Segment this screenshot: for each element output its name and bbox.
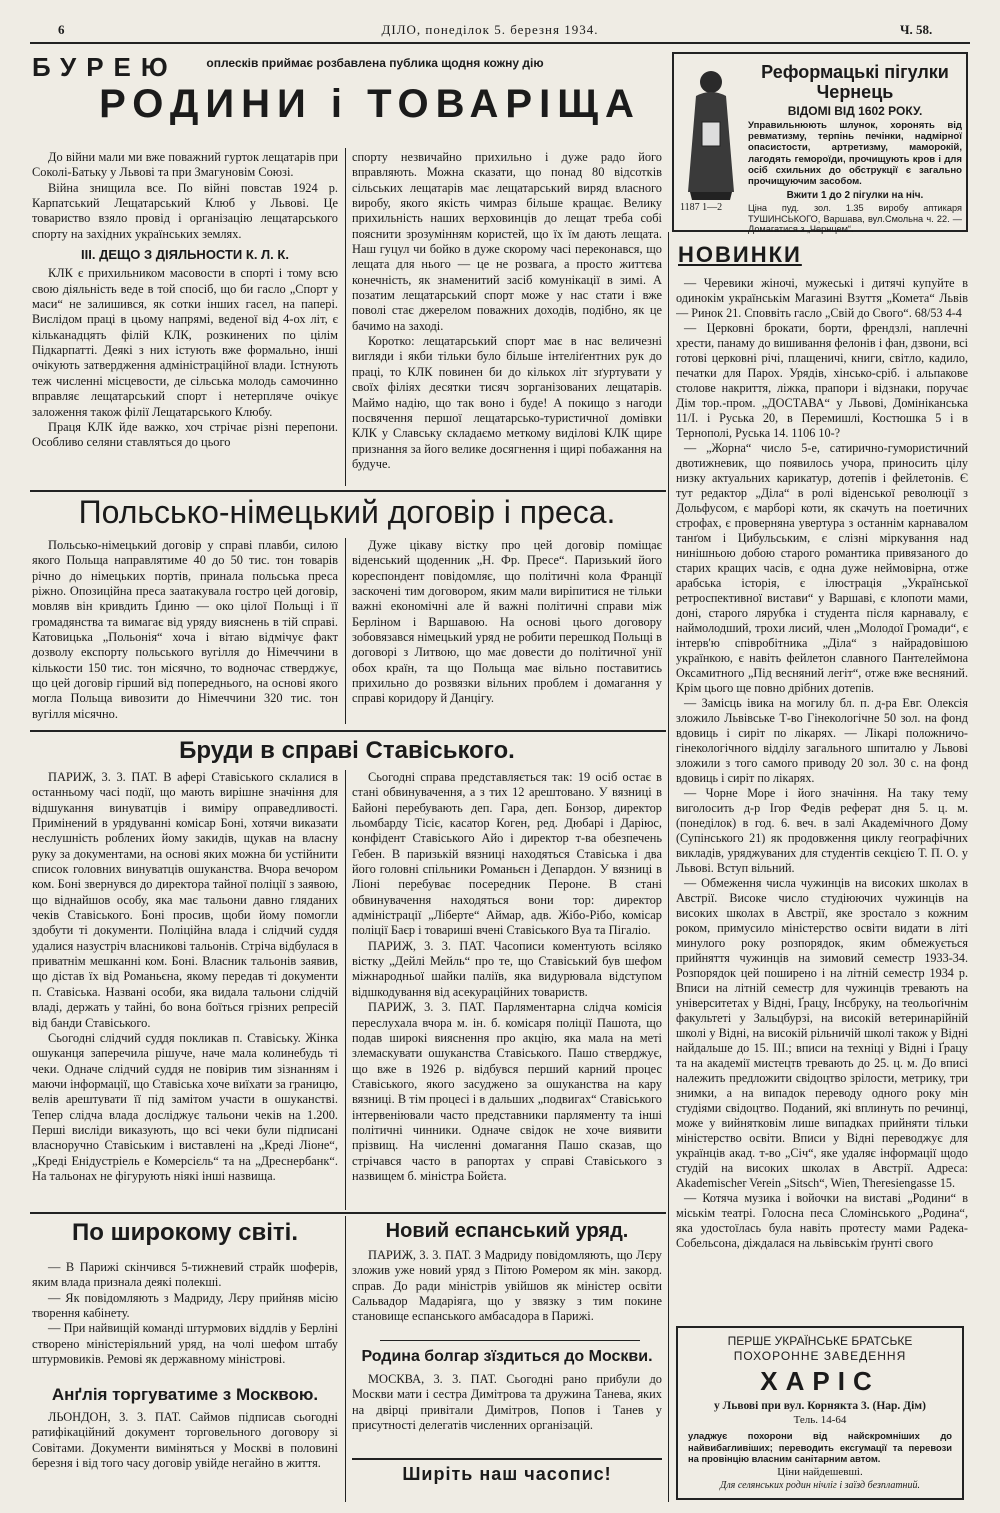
ad-code: 1187 1—2 [680, 202, 723, 213]
spain-column [352, 1248, 662, 1340]
paragraph: ЛЬОНДОН, 3. 3. ПАТ. Саймов підписав сьогодні ратифікаційний документ торговельного договору зі Совітами. Документи виміняться у Москві в половині березня і від того часу договір увійде негайно в життя. [32, 1410, 338, 1471]
paragraph: ПАРИЖ, 3. 3. ПАТ. Парляментарна слідча комісія переслухала вчора м. ін. б. комісаря поліції Пашота, що подав широкі вияснення про акцію, яка мала на меті злемаскувати ошуканства Ставіського. Пашо стверджує, що вже в 1926 р. відбувся перший карний процес Ставіського, якого засуджено за ошуканства на кару вязниці. В тім процесі і в дальших „подвигах“ Ставіського інтервеніювали часто представники парляменту та інші політичні чинники. Одначе свідок не хоче виявити прізвищ. На численні домагання Пашо сказав, що стрічався часто в рапортах у справі Ставіського з назвищем б. міністра Бойєта. [352, 1000, 662, 1183]
bulgar-headline: Родина болгар зїздиться до Москви. [361, 1348, 653, 1365]
ad-funeral-price: Ціни найдешевші. [777, 1466, 863, 1478]
news-item: — Обмеження числа чужинців на високих школах в Австрії. Високе число студіюючих чужинців на високих школах в Австрії, яке зростало з кожним роком, примусило міністерство освіти видати в літі минулого року розпорядок, яким обмежується прийняття чужинців на зимовий семестр 1933-34. Розпорядок цей поширено і на літній семестр 1934 р. Вписи на літній семестр для чужинців тревають на університетах у Відні, Ґрацу, Інсбруку, на теольоґічнім факультеті у Зальцбурзі, на високій ветеринарійній школі у Відні, на високій рільничій школі також у Відні найдальше до 15. III.; вписи на техніці у Відні і Ґрацу та на академії мистецтв тревають до 25. ц. м. До вписі належить предложити свідоцтво зрілости, метрику, три знимки, а на випадок переводу одного року мін студіями свідоцтво. Поданий, які вплинуть по речинці, може у вийнятковім лише випадках прийняти тільки міністерство освіти. Вписи у Відні переводжує для українців акад. т-во „Січ“, яке удаляє інформації щодо студій на високих школах в Австрії. Адреса: Akademischer Verein „Sitsch“, Wien, Theresiengasse 15. [676, 876, 968, 1190]
polish-german-column-2 [352, 538, 662, 726]
column-rule [668, 232, 669, 1502]
bulgar-column [352, 1372, 662, 1464]
paragraph: До війни мали ми вже поважний гурток лещатарів при Соколі-Батьку у Львові та при Змагуновім Союзі. [32, 150, 338, 180]
polish-german-headline: Польсько-німецький договір і преса. [78, 494, 616, 530]
world-headline: По широкому світі. [71, 1219, 298, 1246]
article1-kicker: БУРЕЮ [32, 52, 178, 82]
ad-pills-title: Реформацькі пігулки Чернець [761, 62, 949, 102]
ad-funeral-body: уладжує похорони від найскромніших до найвибагливіших; переводить ексгумації та перевози на провінцію власним санітарним автом. [688, 1430, 952, 1464]
section-rule [352, 1458, 662, 1460]
paragraph: Війна знищила все. По війні повстав 1924 р. Карпатський Лещатарський Клюб у Львові. Це товариство взяло провід і організацію лещатарського спорту на західних українських землях. [32, 180, 338, 241]
section-heading: III. ДЕЩО З ДІЯЛЬНОСТИ К. Л. К. [81, 247, 289, 263]
masthead-title: ДІЛО, понеділок 5. березня 1934. [381, 22, 599, 37]
news-item: — Як повідомляють з Мадриду, Лєру прийняв місію творення кабінету. [32, 1290, 338, 1321]
news-item: — При найвищій команді штурмових віддлів у Берліні створено міністеріяльний уряд, на чолі шефом штабу штурмовиків. Ремові як державному міністрові. [32, 1321, 338, 1367]
article1-column-2 [352, 150, 662, 490]
news-item: — Чорне Море і його значіння. На таку тему виголосить д-р Ігор Федів реферат дня 5. ц. м. (понеділок) в год. 6. веч. в залі Академічного Дому (Супінського 21) як продовження циклу географічних викладів, уряджуваних для студентів секцією Т. П. О. у Львові. Вступ вільний. [676, 786, 968, 875]
paragraph: Коротко: лещатарський спорт має в нас величезні вигляди і якби тільки було більше інтеліґентних рук до праці, то КЛК повинен би до кількох літ зґуртувати у своїх філіях десятки тисяч зорганізованих лещатарів. Маймо надію, що так воно і буде! А покищо з нагоди посвячення першої лещатарсько-туристичної домівки КЛК у Славську складаємо меткому виділові КЛК щире признання за його велике досягнення і щирі побажання на будуче. [352, 334, 662, 471]
page-number: 6 [58, 22, 65, 37]
article1-kicker-sub: оплесків приймає розбавлена публика щодня кожну дію [206, 56, 544, 70]
spain-headline: Новий еспанський уряд. [385, 1220, 629, 1242]
ad-funeral-line1: ПЕРШЕ УКРАЇНСЬКЕ БРАТСЬКЕ [727, 1334, 913, 1348]
ad-pills-price: Ціна пуд. зол. 1.35 виробу аптикаря ТУШИНСЬКОГО, Варшава, вул.Смольна ч. 22. — Домагатися з „Чернцем“. [748, 203, 962, 234]
ad-pills-dose: Вжити 1 до 2 пігулки на ніч. [786, 190, 924, 201]
stavisky-column-2 [352, 770, 662, 1212]
section-rule [380, 1340, 640, 1341]
paragraph: ПАРИЖ, 3. 3. ПАТ. З Мадриду повідомляють, що Лєру зложив уже новий уряд з Пітою Ромером як мін. закорд. справ. До ради міністрів увійшов як міністер освіти Сальвадор Мадаріяга, що у звязку з тим покине становище еспанського амбасадора в Парижі. [352, 1248, 662, 1324]
ad-pills-body: Управильнюють шлунок, хоронять від ревматизму, терпінь печінки, надмірної опасистости, артретизму, маморокій, лагодять гемороїди, прочищують кров і для осіб схильних до обструкції є загально прочищуючим засобом. [748, 120, 962, 188]
england-headline: Анґлія торгуватиме з Москвою. [51, 1385, 319, 1404]
paragraph: МОСКВА, 3. 3. ПАТ. Сьогодні рано прибули до Москви мати і сестра Димітрова та дружина Танева, яких на двірці привітали Димітров, Попов і Танев у присутності делегатів численних організацій. [352, 1372, 662, 1433]
slogan: Ширіть наш часопис! [402, 1464, 612, 1484]
novinky-column [676, 276, 968, 1316]
issue-number: Ч. 58. [900, 22, 933, 37]
world-column [32, 1260, 338, 1380]
article1-column-1 [32, 150, 338, 490]
column-rule [345, 148, 346, 486]
news-item: — Черевики жіночі, мужеські і дитячі купуйте в одинокім українськім Магазині Взуття „Комета“ Львів — Ринок 21. Споввіть гасло „Свій до Свого“. 68/53 4-4 [676, 276, 968, 320]
stavisky-column-1 [32, 770, 338, 1212]
paragraph: Сьогодні справа представляється так: 19 осіб остає в стані обвинувачення, а з тих 12 арештовано. У вязниці в Байоні перебувають деп. Гара, деп. Бонзор, директор льомбарду Тісіє, касатор Коген, ред. Дюбарі і Даріюс, конфідент Ставіського Айо і директор т-ва обезпечень Гебен. В паризькій вязниці находяться Ставіська і два його головні спільники Романьєн і Депардон. У вязниці в Ліоні перебуває посередник Пероне. В стані обвинувачення находяться вони тор: директор адміністрації „Ліберте“ Аймар, адв. Жібо-Рібо, комісар поліції Баєр і товариші вчені Ставіського Вуа та Пігаліо. [352, 770, 662, 938]
news-item: — Котяча музика і войочки на виставі „Родини“ в міськім театрі. Голосна песа Сломінського „Родина“, яка удостоїлась була навіть протесту мами Радека-Собельсона, діждалася на львівськім ґрунті свого [676, 1191, 968, 1250]
article1-headline: РОДИНИ і ТОВАРІЩА [99, 82, 641, 126]
paragraph: Сьогодні слідчий суддя покликав п. Ставіську. Жінка ошуканця заперечила рішуче, наче мала колинебудь ті чеки. Одначе слідчий суддя не повірив тим зізнанням і маючи інформації, що Ставіська хоче виїхати за границю, велів арештувати її під замітом участи в ошуканстві. Тепер слідча влада досліджує тальони чеків на 1.200. Перші висліди виказують, що всі чеки були підписані власноручно Ставіським і виставлені на „Креді Ліоне“, „Креді Енідустріель е Комерсієль“ та на „Дреснербанк“. На тальонах не фігурують ніякі інші назвища. [32, 1030, 338, 1183]
news-item: — Церковні брокати, борти, френдзлі, наплечні хрести, панаму до вишивання фелонів і фан, дзвони, всі готові церковні річі, плащеничі, книги, світло, кадило, печатки для Парох. Урядів, хінсько-сріб. і альпакове столове накриття, ліжка, прапори і відзнаки, поручає Дім тор.-пром. „ДОСТАВА“ у Львові, Домініканська 11/І. і Руська 20, в Перемишлі, Костюшка 5 і в Тернополі, Руська 14. 1106 10-? [676, 321, 968, 440]
ad-funeral [676, 1326, 964, 1500]
news-item: — „Жорна“ число 5-е, сатирично-гумористичний двотижневик, що появилось учора, приносить цілу низку актуальних карикатур, дотепів і фейлетонів. Є тут редактор „Діла“ в ролі віденської революції з Дольфусом, є марборі коти, як скачуть на поетичних строфах, є проверняна увертура з останнім карнавалом танґом і Цибульським, є слізні міркування над нинішньою добою старого романтика привязаного до старих кращих часів, є одна дуже неймовірна, отже арабська історія, є ілюстрація „Української ретроспективної вистави“ у Варшаві, є клопоти мами, доні, старого лярубка і студента після карнавалу, є наймолодший, трохи лисий, член „Молодої Громади“, є інтерв'ю співробітника „Діла“ з найрадовішою українкою, є навіть фейлетон славного Пантелеймона Оксамитного „Під весняний легіт“, отже вже весняний. Крім цього ще повно дрібних дотепів. [676, 441, 968, 695]
ad-funeral-name: ХАРІС [760, 1366, 880, 1396]
ad-pills [672, 52, 968, 232]
paragraph: ПАРИЖ, 3. 3. ПАТ. В афері Ставіського склалися в останньому часі події, що мають вирішне значіння для відшукання винуватців і виміру оправедливості. Примінений в урядуванні комісар Боні, хотячи виказати неслушність роблених йому закидів, щукав на власну руку за документами, на основі яких можна би устійнити список головних винуватців ошуканства. Вчора вечором ком. Боні звернувся до директора тайної поліції з заявою, що віднайшов особу, яка має тальони давно гляданих чеків Ставіського. Боні просив, щоби йому помогли здобути ті документи. Поліційна влада і слідчий суддя удалися назустріч власникові тальонів. Стріча відбулася в приватнім мешканні ком. Боні. Власник тальонів заявив, що дістав їх від Романьєна, якому передав ті документи п. Ставіська. Названі особи, яка видала тальони слідчій владі, держать у тайні, бо вона боїться грізних репресій від банди Ставіського. [32, 770, 338, 1030]
novinky-heading: НОВИНКИ [678, 242, 802, 267]
paragraph: Дуже цікаву вістку про цей договір поміщає віденський щоденник „Н. Фр. Пресе“. Паризький його кореспондент повідомляє, що політичні кола Франції заскочені тим договором, яким мали виріпитися не тільки важні економічні але й важні політичні справи між Берліном і Варшавою. На основі цього договору зобовязався німецький уряд не робити перешкод Польщі в договорі з Литвою, що має довести до політичної унії обох країн, та що Польща має вільно поставитись прихильно до розвязки вільних проблем і домагання у справі коридору й Данцігу. [352, 538, 662, 706]
ad-pills-known: ВІДОМІ ВІД 1602 РОКУ. [787, 104, 923, 118]
section-rule [30, 1212, 666, 1214]
ad-funeral-line2: ПОХОРОННЕ ЗАВЕДЕННЯ [733, 1349, 907, 1363]
england-column [32, 1410, 338, 1502]
ad-funeral-phone: Тель. 14-64 [793, 1414, 847, 1426]
paragraph: ПАРИЖ, 3. 3. ПАТ. Часописи коментують всіляко вістку „Дейлі Мейль“ про те, що Ставіський був шефом міжнародньої шайки паліїв, яка видурювала відступом відшкодування від асекураційних товариств. [352, 938, 662, 999]
column-rule [345, 770, 346, 1210]
ad-funeral-address: у Львові при вул. Корнякта 3. (Нар. Дім) [714, 1400, 926, 1412]
news-item: — В Парижі скінчився 5-тижневий страйк шоферів, яким влада признала деякі полекші. [32, 1260, 338, 1290]
monk-figure-icon [680, 62, 742, 202]
paragraph: Праця КЛК йде важко, хоч стрічає різні перепони. Особливо селяни ставляться до цього [32, 419, 338, 450]
stavisky-headline: Бруди в справі Ставіського. [179, 737, 515, 764]
ad-funeral-footer: Для селянських родин нічліг і заїзд безплатний. [719, 1480, 921, 1491]
paragraph: спорту незвичайно прихильно і дуже радо його вправляють. Можна сказати, що понад 80 відсотків сільських лещатарів має лещатарський виряд власного виробу, якого якість чимраз більше кращає. Велику прихильність наших верховинців до лещат треба собі пояснити зрозумінням користей, що їх їм дають лещата. Наш гуцул чи бойко в дуже скорому часі переконався, що лещата для нього — це не розвага, а просто життєва конечність, як знаменитий засіб комунікації в зимі. А позатим лещатарський спорт може у нас стати і вже поволі стає джерелом поважних доходів, подібно, як це бачимо на заході. [352, 150, 662, 333]
column-rule [345, 1216, 346, 1502]
paragraph: Польсько-німецький договір у справі плавби, силою якого Польща направлятиме 40 до 50 тис. тон товарів річно до німецьких портів, принала польська преса ріжно. Опозиційна преса заатакувала гостро цей договір, мовляв він кривдить Ґдиню — око цілої Польщі і її громадянства та вимагає від уряду вияснень в тій справі. Катовицька „Польонія“ хоча і вітаю відмічує факт дозволу експорту польського вугілля до Німеччини в кількости 150 тис. тон місячно, то водночас стверджує, що цей договір гірший від попереднього, на основі якого могла Польща вивозити до Німеччини 320 тис. тон вугілля місячно. [32, 538, 338, 721]
section-rule [30, 730, 666, 732]
column-rule [345, 538, 346, 724]
polish-german-column-1 [32, 538, 338, 726]
paragraph: КЛК є прихильником масовости в спорті і тому всю свою діяльність веде в той спосіб, що би гасло „Спорт у маси“ не залишився, як сотки інших гасел, на папері. Вислідом праці в цьому напрямі, веденої від 4-ох літ, є кільканадцять філій КЛК, розкинених по цілім Підкарпатті. Деякі з них істують вже формально, інші очікують затвердження адміністраційної влади. Істнують теж численні місцевости, де сільська молодь самочинно вправляє лещатарський спорт і нетерпляче очікує заложення також філії Лещатарського Клюбу. [32, 266, 338, 419]
news-item: — Замісць івика на могилу бл. п. д-ра Евг. Олексія зложило Львівське Т-во Гінекологічне 50 зол. на фонд вдовиць і сиріт по лікарях. — Лікарі положничо-гінекологічного відділу загального шпиталю у Львові зложили з того самого приводу 20 зол. 30 с. на фонд вдовиць і сиріт по лікарях. [676, 696, 968, 785]
masthead-rule [30, 42, 970, 44]
